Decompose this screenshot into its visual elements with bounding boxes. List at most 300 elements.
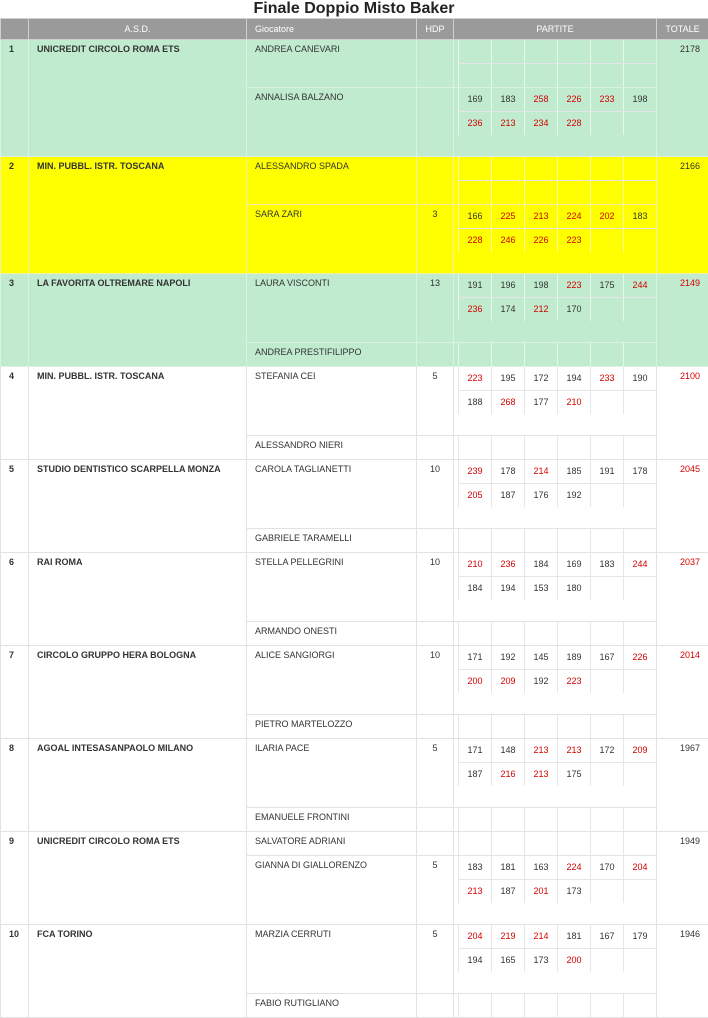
header-asd: A.S.D. bbox=[29, 19, 247, 40]
game-empty bbox=[623, 157, 656, 180]
game-empty bbox=[590, 112, 623, 135]
game-score: 187 bbox=[458, 763, 491, 786]
game-empty bbox=[557, 994, 590, 1017]
game-empty bbox=[557, 436, 590, 459]
handicap bbox=[417, 343, 454, 367]
game-empty bbox=[590, 529, 623, 552]
game-score: 209 bbox=[491, 670, 524, 693]
game-score: 171 bbox=[458, 739, 491, 762]
games-cell bbox=[454, 205, 657, 274]
game-score: 169 bbox=[557, 553, 590, 576]
game-score: 174 bbox=[491, 298, 524, 321]
handicap bbox=[417, 529, 454, 553]
game-score: 167 bbox=[590, 925, 623, 948]
team-total: 1946 bbox=[657, 925, 708, 1018]
game-empty bbox=[458, 343, 491, 366]
game-empty bbox=[623, 484, 656, 507]
game-score: 163 bbox=[524, 856, 557, 879]
team-name: UNICREDIT CIRCOLO ROMA ETS bbox=[29, 40, 247, 157]
team-total: 1967 bbox=[657, 739, 708, 832]
header-hdp: HDP bbox=[417, 19, 454, 40]
game-score: 205 bbox=[458, 484, 491, 507]
game-empty bbox=[623, 112, 656, 135]
page-title: Finale Doppio Misto Baker bbox=[0, 0, 708, 18]
game-score: 173 bbox=[557, 880, 590, 903]
team-row bbox=[1, 739, 708, 808]
game-score: 175 bbox=[590, 274, 623, 297]
team-total: 2149 bbox=[657, 274, 708, 367]
game-empty bbox=[491, 181, 524, 204]
game-score: 191 bbox=[458, 274, 491, 297]
game-empty bbox=[623, 229, 656, 252]
game-empty bbox=[491, 622, 524, 645]
team-name: RAI ROMA bbox=[29, 553, 247, 646]
position: 3 bbox=[1, 274, 29, 367]
game-empty bbox=[623, 40, 656, 63]
game-score: 187 bbox=[491, 484, 524, 507]
game-empty bbox=[623, 391, 656, 414]
game-empty bbox=[623, 994, 656, 1017]
player-name: MARZIA CERRUTI bbox=[247, 925, 417, 994]
game-empty bbox=[623, 880, 656, 903]
player-name: GIANNA DI GIALLORENZO bbox=[247, 856, 417, 925]
game-empty bbox=[458, 181, 491, 204]
game-empty bbox=[590, 808, 623, 831]
handicap: 13 bbox=[417, 274, 454, 343]
games-grid bbox=[458, 436, 657, 459]
game-score: 190 bbox=[623, 367, 656, 390]
game-score: 188 bbox=[458, 391, 491, 414]
game-score: 145 bbox=[524, 646, 557, 669]
game-score: 187 bbox=[491, 880, 524, 903]
games-grid bbox=[458, 529, 657, 552]
handicap bbox=[417, 157, 454, 205]
game-score: 213 bbox=[491, 112, 524, 135]
games-grid bbox=[458, 205, 657, 252]
game-empty bbox=[458, 40, 491, 63]
game-empty bbox=[623, 763, 656, 786]
game-score: 148 bbox=[491, 739, 524, 762]
game-score: 236 bbox=[491, 553, 524, 576]
game-empty bbox=[491, 157, 524, 180]
game-empty bbox=[491, 808, 524, 831]
game-score: 166 bbox=[458, 205, 491, 228]
game-score: 173 bbox=[524, 949, 557, 972]
game-score: 236 bbox=[458, 112, 491, 135]
games-cell bbox=[454, 808, 657, 832]
game-empty bbox=[491, 343, 524, 366]
player-name: PIETRO MARTELOZZO bbox=[247, 715, 417, 739]
game-score: 172 bbox=[590, 739, 623, 762]
position: 6 bbox=[1, 553, 29, 646]
results-body bbox=[1, 40, 708, 1018]
player-name: ARMANDO ONESTI bbox=[247, 622, 417, 646]
game-score: 185 bbox=[557, 460, 590, 483]
player-name: ANDREA CANEVARI bbox=[247, 40, 417, 88]
game-score: 214 bbox=[524, 925, 557, 948]
games-cell bbox=[454, 343, 657, 367]
team-row bbox=[1, 646, 708, 715]
handicap bbox=[417, 622, 454, 646]
game-empty bbox=[590, 229, 623, 252]
team-total: 2100 bbox=[657, 367, 708, 460]
game-score: 236 bbox=[458, 298, 491, 321]
team-name: CIRCOLO GRUPPO HERA BOLOGNA bbox=[29, 646, 247, 739]
game-score: 223 bbox=[458, 367, 491, 390]
handicap: 10 bbox=[417, 460, 454, 529]
game-empty bbox=[524, 808, 557, 831]
game-empty bbox=[590, 181, 623, 204]
game-score: 212 bbox=[524, 298, 557, 321]
player-name: GABRIELE TARAMELLI bbox=[247, 529, 417, 553]
game-score: 183 bbox=[458, 856, 491, 879]
game-score: 228 bbox=[458, 229, 491, 252]
game-score: 153 bbox=[524, 577, 557, 600]
player-name: STELLA PELLEGRINI bbox=[247, 553, 417, 622]
games-cell bbox=[454, 88, 657, 157]
game-score: 224 bbox=[557, 205, 590, 228]
game-score: 178 bbox=[623, 460, 656, 483]
game-score: 194 bbox=[491, 577, 524, 600]
game-score: 213 bbox=[524, 763, 557, 786]
header-player: Giocatore bbox=[247, 19, 417, 40]
player-name: LAURA VISCONTI bbox=[247, 274, 417, 343]
position: 9 bbox=[1, 832, 29, 925]
games-grid bbox=[458, 343, 657, 366]
position: 8 bbox=[1, 739, 29, 832]
game-empty bbox=[557, 343, 590, 366]
games-cell bbox=[454, 925, 657, 994]
results-table bbox=[0, 18, 708, 1018]
game-empty bbox=[524, 715, 557, 738]
handicap: 5 bbox=[417, 856, 454, 925]
game-empty bbox=[491, 529, 524, 552]
game-score: 178 bbox=[491, 460, 524, 483]
game-empty bbox=[623, 64, 656, 87]
games-cell bbox=[454, 460, 657, 529]
game-empty bbox=[524, 64, 557, 87]
header-row bbox=[1, 19, 708, 40]
team-row bbox=[1, 157, 708, 205]
games-grid bbox=[458, 367, 657, 414]
handicap bbox=[417, 715, 454, 739]
team-row bbox=[1, 925, 708, 994]
game-score: 183 bbox=[491, 88, 524, 111]
game-score: 224 bbox=[557, 856, 590, 879]
games-cell bbox=[454, 994, 657, 1018]
header-pos bbox=[1, 19, 29, 40]
game-score: 192 bbox=[557, 484, 590, 507]
game-score: 176 bbox=[524, 484, 557, 507]
games-grid bbox=[458, 460, 657, 507]
team-total: 1949 bbox=[657, 832, 708, 925]
game-score: 233 bbox=[590, 88, 623, 111]
game-score: 209 bbox=[623, 739, 656, 762]
game-score: 183 bbox=[623, 205, 656, 228]
games-grid bbox=[458, 715, 657, 738]
game-score: 223 bbox=[557, 274, 590, 297]
team-name: MIN. PUBBL. ISTR. TOSCANA bbox=[29, 367, 247, 460]
game-empty bbox=[458, 994, 491, 1017]
game-empty bbox=[590, 577, 623, 600]
game-empty bbox=[590, 949, 623, 972]
player-name: EMANUELE FRONTINI bbox=[247, 808, 417, 832]
game-empty bbox=[557, 622, 590, 645]
player-name: ILARIA PACE bbox=[247, 739, 417, 808]
game-score: 198 bbox=[623, 88, 656, 111]
games-grid bbox=[458, 832, 657, 855]
player-name: STEFANIA CEI bbox=[247, 367, 417, 436]
game-score: 234 bbox=[524, 112, 557, 135]
game-empty bbox=[590, 484, 623, 507]
team-row bbox=[1, 367, 708, 436]
game-score: 239 bbox=[458, 460, 491, 483]
position: 10 bbox=[1, 925, 29, 1018]
game-empty bbox=[623, 181, 656, 204]
game-score: 189 bbox=[557, 646, 590, 669]
game-score: 179 bbox=[623, 925, 656, 948]
team-name: MIN. PUBBL. ISTR. TOSCANA bbox=[29, 157, 247, 274]
game-score: 210 bbox=[557, 391, 590, 414]
game-empty bbox=[590, 343, 623, 366]
team-row bbox=[1, 832, 708, 856]
handicap: 10 bbox=[417, 646, 454, 715]
game-empty bbox=[458, 64, 491, 87]
game-empty bbox=[557, 40, 590, 63]
handicap: 5 bbox=[417, 925, 454, 994]
handicap bbox=[417, 40, 454, 88]
game-empty bbox=[524, 181, 557, 204]
game-empty bbox=[590, 670, 623, 693]
game-empty bbox=[590, 40, 623, 63]
games-cell bbox=[454, 715, 657, 739]
game-score: 213 bbox=[524, 205, 557, 228]
game-score: 194 bbox=[557, 367, 590, 390]
game-score: 175 bbox=[557, 763, 590, 786]
game-empty bbox=[557, 181, 590, 204]
games-cell bbox=[454, 832, 657, 856]
game-score: 214 bbox=[524, 460, 557, 483]
header-games: PARTITE bbox=[454, 19, 657, 40]
player-name: FABIO RUTIGLIANO bbox=[247, 994, 417, 1018]
game-score: 213 bbox=[458, 880, 491, 903]
games-grid bbox=[458, 646, 657, 693]
game-score: 216 bbox=[491, 763, 524, 786]
handicap: 5 bbox=[417, 367, 454, 436]
games-cell bbox=[454, 157, 657, 205]
game-score: 192 bbox=[524, 670, 557, 693]
player-name: ALESSANDRO SPADA bbox=[247, 157, 417, 205]
game-empty bbox=[458, 715, 491, 738]
game-empty bbox=[524, 157, 557, 180]
game-empty bbox=[590, 157, 623, 180]
game-score: 246 bbox=[491, 229, 524, 252]
games-cell bbox=[454, 553, 657, 622]
team-total: 2037 bbox=[657, 553, 708, 646]
game-empty bbox=[458, 529, 491, 552]
game-empty bbox=[458, 622, 491, 645]
team-total: 2166 bbox=[657, 157, 708, 274]
team-name: FCA TORINO bbox=[29, 925, 247, 1018]
team-row bbox=[1, 274, 708, 343]
game-score: 171 bbox=[458, 646, 491, 669]
game-empty bbox=[557, 808, 590, 831]
game-score: 180 bbox=[557, 577, 590, 600]
game-empty bbox=[524, 343, 557, 366]
game-score: 183 bbox=[590, 553, 623, 576]
games-cell bbox=[454, 856, 657, 925]
game-score: 195 bbox=[491, 367, 524, 390]
games-cell bbox=[454, 646, 657, 715]
team-total: 2045 bbox=[657, 460, 708, 553]
game-empty bbox=[524, 832, 557, 855]
player-name: SARA ZARI bbox=[247, 205, 417, 274]
game-empty bbox=[590, 622, 623, 645]
game-empty bbox=[623, 436, 656, 459]
game-empty bbox=[623, 715, 656, 738]
header-total: TOTALE bbox=[657, 19, 708, 40]
game-score: 169 bbox=[458, 88, 491, 111]
game-empty bbox=[557, 715, 590, 738]
game-empty bbox=[623, 343, 656, 366]
games-grid bbox=[458, 808, 657, 831]
game-empty bbox=[623, 808, 656, 831]
position: 1 bbox=[1, 40, 29, 157]
games-cell bbox=[454, 529, 657, 553]
team-name: LA FAVORITA OLTREMARE NAPOLI bbox=[29, 274, 247, 367]
game-score: 223 bbox=[557, 229, 590, 252]
handicap bbox=[417, 994, 454, 1018]
game-empty bbox=[623, 622, 656, 645]
games-cell bbox=[454, 436, 657, 460]
game-empty bbox=[623, 670, 656, 693]
team-name: STUDIO DENTISTICO SCARPELLA MONZA bbox=[29, 460, 247, 553]
game-score: 204 bbox=[458, 925, 491, 948]
team-name: AGOAL INTESASANPAOLO MILANO bbox=[29, 739, 247, 832]
position: 5 bbox=[1, 460, 29, 553]
handicap bbox=[417, 832, 454, 856]
game-empty bbox=[557, 157, 590, 180]
position: 2 bbox=[1, 157, 29, 274]
handicap bbox=[417, 88, 454, 157]
games-grid bbox=[458, 622, 657, 645]
game-empty bbox=[623, 298, 656, 321]
game-empty bbox=[623, 832, 656, 855]
team-row bbox=[1, 460, 708, 529]
player-name: ANNALISA BALZANO bbox=[247, 88, 417, 157]
game-empty bbox=[491, 64, 524, 87]
game-empty bbox=[557, 64, 590, 87]
game-empty bbox=[491, 436, 524, 459]
game-empty bbox=[557, 832, 590, 855]
game-score: 244 bbox=[623, 553, 656, 576]
game-empty bbox=[458, 436, 491, 459]
game-score: 219 bbox=[491, 925, 524, 948]
game-empty bbox=[491, 994, 524, 1017]
game-score: 226 bbox=[524, 229, 557, 252]
team-row bbox=[1, 553, 708, 622]
game-empty bbox=[491, 832, 524, 855]
games-grid bbox=[458, 553, 657, 600]
game-empty bbox=[623, 949, 656, 972]
game-empty bbox=[524, 40, 557, 63]
game-empty bbox=[623, 529, 656, 552]
games-cell bbox=[454, 274, 657, 343]
game-score: 228 bbox=[557, 112, 590, 135]
player-name: CAROLA TAGLIANETTI bbox=[247, 460, 417, 529]
game-empty bbox=[590, 832, 623, 855]
game-score: 170 bbox=[557, 298, 590, 321]
game-empty bbox=[590, 64, 623, 87]
games-grid bbox=[458, 925, 657, 972]
game-score: 170 bbox=[590, 856, 623, 879]
game-score: 204 bbox=[623, 856, 656, 879]
game-score: 202 bbox=[590, 205, 623, 228]
game-empty bbox=[590, 715, 623, 738]
game-empty bbox=[590, 994, 623, 1017]
game-score: 184 bbox=[458, 577, 491, 600]
team-name: UNICREDIT CIRCOLO ROMA ETS bbox=[29, 832, 247, 925]
game-empty bbox=[590, 763, 623, 786]
player-name: ALICE SANGIORGI bbox=[247, 646, 417, 715]
games-grid bbox=[458, 994, 657, 1017]
game-empty bbox=[524, 529, 557, 552]
player-name: SALVATORE ADRIANI bbox=[247, 832, 417, 856]
handicap: 10 bbox=[417, 553, 454, 622]
game-score: 201 bbox=[524, 880, 557, 903]
game-score: 181 bbox=[557, 925, 590, 948]
game-empty bbox=[524, 994, 557, 1017]
games-grid bbox=[458, 739, 657, 786]
position: 4 bbox=[1, 367, 29, 460]
game-empty bbox=[557, 529, 590, 552]
game-empty bbox=[458, 808, 491, 831]
game-score: 196 bbox=[491, 274, 524, 297]
game-empty bbox=[590, 391, 623, 414]
game-score: 165 bbox=[491, 949, 524, 972]
game-score: 200 bbox=[557, 949, 590, 972]
handicap bbox=[417, 436, 454, 460]
game-score: 225 bbox=[491, 205, 524, 228]
game-score: 226 bbox=[623, 646, 656, 669]
game-empty bbox=[458, 157, 491, 180]
games-cell bbox=[454, 739, 657, 808]
game-empty bbox=[590, 298, 623, 321]
game-score: 258 bbox=[524, 88, 557, 111]
game-empty bbox=[590, 436, 623, 459]
game-score: 167 bbox=[590, 646, 623, 669]
game-score: 177 bbox=[524, 391, 557, 414]
game-score: 198 bbox=[524, 274, 557, 297]
position: 7 bbox=[1, 646, 29, 739]
game-score: 184 bbox=[524, 553, 557, 576]
games-grid bbox=[458, 274, 657, 321]
team-total: 2014 bbox=[657, 646, 708, 739]
games-cell bbox=[454, 40, 657, 88]
game-score: 172 bbox=[524, 367, 557, 390]
game-score: 200 bbox=[458, 670, 491, 693]
games-grid bbox=[458, 157, 657, 204]
game-score: 181 bbox=[491, 856, 524, 879]
team-total: 2178 bbox=[657, 40, 708, 157]
games-grid bbox=[458, 856, 657, 903]
player-name: ANDREA PRESTIFILIPPO bbox=[247, 343, 417, 367]
game-score: 223 bbox=[557, 670, 590, 693]
game-empty bbox=[458, 832, 491, 855]
game-empty bbox=[524, 436, 557, 459]
game-score: 268 bbox=[491, 391, 524, 414]
game-score: 213 bbox=[557, 739, 590, 762]
